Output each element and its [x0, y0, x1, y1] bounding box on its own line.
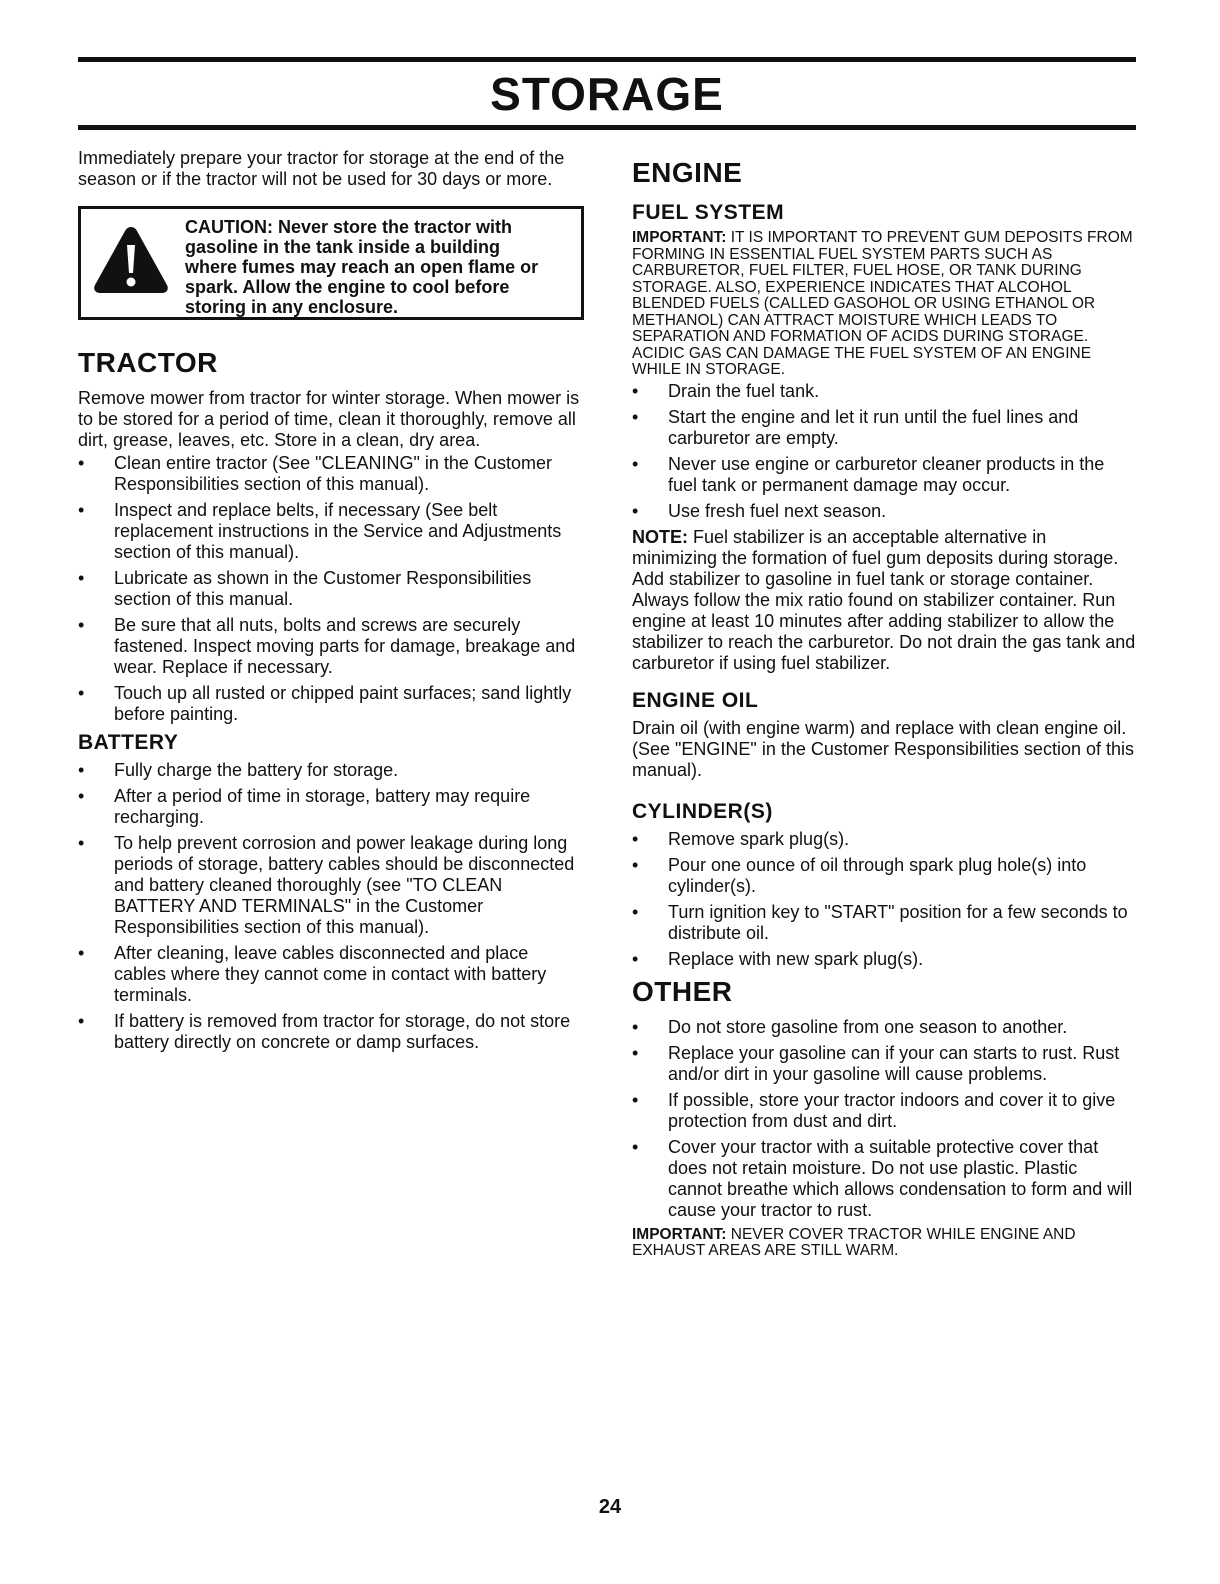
other-important	[632, 1227, 1136, 1260]
list-item: • Never use engine or carburetor cleaner products in the fuel tank or permanent damage may occur.	[632, 454, 1136, 496]
battery-heading: BATTERY	[78, 731, 179, 754]
fuel-system-heading: FUEL SYSTEM	[632, 201, 785, 224]
list-item: • Start the engine and let it run until the fuel lines and carburetor are empty.	[632, 407, 1136, 449]
right-column	[632, 156, 1136, 1260]
cylinders-list	[632, 829, 1136, 970]
tractor-list	[78, 453, 584, 725]
fuel-system-list	[632, 381, 1136, 522]
list-item: • Drain the fuel tank.	[632, 381, 1136, 402]
list-item: • To help prevent corrosion and power leakage during long periods of storage, battery cables should be disconnected and battery cleaned thoroughly (see "TO CLEAN BATTERY AND TERMINALS" in the Customer Responsibilities section of this manual).	[78, 833, 584, 938]
list-item: • Replace your gasoline can if your can starts to rust. Rust and/or dirt in your gasoline will cause problems.	[632, 1043, 1136, 1085]
list-item: • If battery is removed from tractor for storage, do not store battery directly on concrete or damp surfaces.	[78, 1011, 584, 1053]
list-item: • Pour one ounce of oil through spark plug hole(s) into cylinder(s).	[632, 855, 1136, 897]
list-item: • After cleaning, leave cables disconnected and place cables where they cannot come in contact with battery terminals.	[78, 943, 584, 1006]
list-item: • Cover your tractor with a suitable protective cover that does not retain moisture. Do not use plastic. Plastic cannot breathe which allows condensation to form and will cause your tractor to rust.	[632, 1137, 1136, 1221]
list-item: • Touch up all rusted or chipped paint surfaces; sand lightly before painting.	[78, 683, 584, 725]
list-item: • Turn ignition key to "START" position for a few seconds to distribute oil.	[632, 902, 1136, 944]
fuel-system-important	[632, 230, 1136, 379]
fuel-note	[632, 527, 1136, 674]
note-text: Fuel stabilizer is an acceptable alternative in minimizing the formation of fuel gum deposits during storage. Add stabilizer to gasoline in fuel tank or storage container. Always follow the mix ratio found on stabilizer container. Run engine at least 10 minutes after adding stabilizer to allow the stabilizer to reach the carburetor. Do not drain the gas tank and carburetor if using fuel stabilizer.	[632, 526, 1136, 673]
intro-paragraph: Immediately prepare your tractor for storage at the end of the season or if the tractor will not be used for 30 days or more.	[78, 148, 565, 189]
list-item: • Be sure that all nuts, bolts and screws are securely fastened. Inspect moving parts for damage, breakage and wear. Replace if necessary.	[78, 615, 584, 678]
list-item: • Lubricate as shown in the Customer Responsibilities section of this manual.	[78, 568, 584, 610]
caution-text: CAUTION: Never store the tractor with gasoline in the tank inside a building where fumes may reach an open flame or spark. Allow the engine to cool before storing in any enclosure.	[185, 217, 539, 317]
note-label: NOTE:	[632, 526, 688, 547]
tractor-intro: Remove mower from tractor for winter storage. When mower is to be stored for a period of time, clean it thoroughly, remove all dirt, grease, leaves, etc. Store in a clean, dry area.	[78, 388, 580, 450]
list-item: • Do not store gasoline from one season to another.	[632, 1017, 1136, 1038]
list-item: • Replace with new spark plug(s).	[632, 949, 1136, 970]
page-title: STORAGE	[490, 68, 724, 120]
important-text: NEVER COVER TRACTOR WHILE ENGINE AND EXHAUST AREAS ARE STILL WARM.	[632, 1225, 1076, 1259]
header-rule-top	[78, 57, 1136, 62]
list-item: • Inspect and replace belts, if necessary (See belt replacement instructions in the Service and Adjustments section of this manual).	[78, 500, 584, 563]
important-label: IMPORTANT:	[632, 229, 727, 246]
left-column	[78, 148, 584, 1058]
list-item: • If possible, store your tractor indoors and cover it to give protection from dust and dirt.	[632, 1090, 1136, 1132]
caution-box	[78, 206, 584, 320]
list-item: • Clean entire tractor (See "CLEANING" in the Customer Responsibilities section of this manual).	[78, 453, 584, 495]
list-item: • Use fresh fuel next season.	[632, 501, 1136, 522]
cylinders-heading: CYLINDER(S)	[632, 799, 773, 823]
engine-heading: ENGINE	[632, 157, 743, 188]
tractor-heading: TRACTOR	[78, 347, 218, 378]
engine-oil-heading: ENGINE OIL	[632, 688, 759, 712]
other-heading: OTHER	[632, 975, 733, 1007]
battery-list	[78, 760, 584, 1053]
list-item: • Fully charge the battery for storage.	[78, 760, 584, 781]
warning-triangle-icon	[91, 223, 171, 295]
page-number: 24	[598, 1496, 622, 1518]
other-list	[632, 1017, 1136, 1221]
important-text: IT IS IMPORTANT TO PREVENT GUM DEPOSITS FROM FORMING IN ESSENTIAL FUEL SYSTEM PARTS SUCH AS CARBURETOR, FUEL FILTER, FUEL HOSE, OR TANK DURING STORAGE. ALSO, EXPERIENCE INDICATES THAT ALCOHOL BLENDED FUELS (CALLED GASOHOL OR USING ETHANOL OR METHANOL) CAN ATTRACT MOISTURE WHICH LEADS TO SEPARATION AND FORMATION OF ACIDS DURING STORAGE. ACIDIC GAS CAN DAMAGE THE FUEL SYSTEM OF AN ENGINE WHILE IN STORAGE.	[632, 229, 1133, 378]
list-item: • After a period of time in storage, battery may require recharging.	[78, 786, 584, 828]
header-rule-bottom	[78, 125, 1136, 130]
important-label: IMPORTANT:	[632, 1225, 727, 1243]
list-item: • Remove spark plug(s).	[632, 829, 1136, 850]
engine-oil-text: Drain oil (with engine warm) and replace with clean engine oil. (See "ENGINE" in the Customer Responsibilities section of this manual).	[632, 717, 1134, 780]
